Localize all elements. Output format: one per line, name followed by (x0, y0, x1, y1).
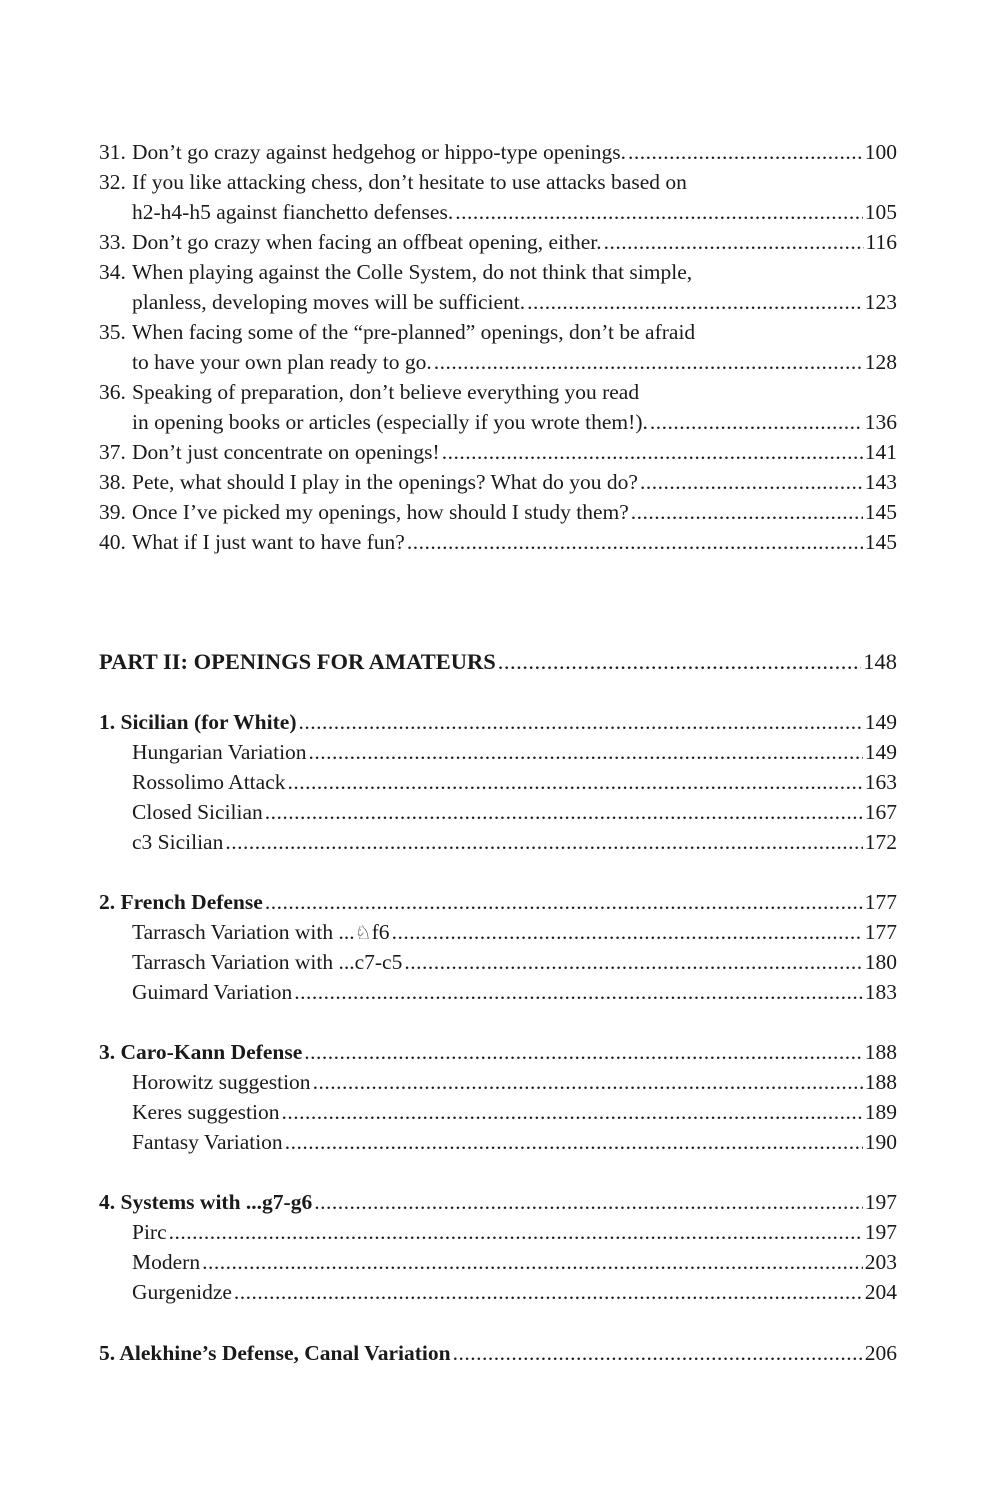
toc-entry-36-continued (132, 407, 897, 437)
page-number: 190 (864, 1130, 897, 1154)
entry-title: What if I just want to have fun? (132, 530, 405, 554)
dot-leader (202, 1247, 863, 1277)
entry-title-continued: to have your own plan ready to go. (132, 350, 432, 374)
toc-entry-32 (99, 167, 897, 197)
page-number: 180 (864, 950, 897, 974)
entry-number: 31. (99, 140, 126, 164)
dot-leader (288, 767, 863, 797)
section-entry (132, 827, 897, 857)
toc-entry-35-continued (132, 347, 897, 377)
page-number: 189 (864, 1100, 897, 1124)
section-title (132, 917, 390, 948)
section-entry (132, 947, 897, 977)
toc-entry-39 (99, 497, 897, 527)
toc-entry-34-continued (132, 287, 897, 317)
page-number: 123 (864, 290, 897, 314)
dot-leader (527, 287, 863, 317)
entry-title: Don’t go crazy when facing an offbeat opening, either. (132, 230, 602, 254)
section-title: Fantasy Variation (132, 1130, 283, 1154)
entry-title-continued: in opening books or articles (especially if you wrote them!). (132, 410, 648, 434)
page-number: 188 (864, 1040, 897, 1064)
entry-title: Once I’ve picked my openings, how should I study them? (132, 500, 629, 524)
dot-leader (314, 1187, 863, 1217)
dot-leader (442, 437, 863, 467)
entry-number: 40. (99, 530, 126, 554)
toc-entry-37 (99, 437, 897, 467)
toc-entry-31 (99, 137, 897, 167)
entry-number: 32. (99, 170, 126, 194)
section-title: Closed Sicilian (132, 800, 263, 824)
dot-leader (404, 947, 862, 977)
section-title: Gurgenidze (132, 1280, 232, 1304)
entry-number: 33. (99, 230, 126, 254)
dot-leader (434, 347, 863, 377)
dot-leader (631, 497, 863, 527)
dot-leader (234, 1277, 863, 1307)
toc-entry-35 (99, 317, 897, 347)
section-entry (132, 1067, 897, 1097)
page-number: 136 (864, 410, 897, 434)
toc-entry-33 (99, 227, 897, 257)
toc-entry-36 (99, 377, 897, 407)
dot-leader (265, 887, 863, 917)
page-number: 183 (864, 980, 897, 1004)
section-title: Keres suggestion (132, 1100, 280, 1124)
page-number: 177 (864, 920, 897, 944)
part-heading (99, 647, 897, 677)
page-number: 143 (864, 470, 897, 494)
chapter-title: 2. French Defense (99, 890, 263, 914)
dot-leader (169, 1217, 863, 1247)
part-title: PART II: OPENINGS FOR AMATEURS (99, 649, 496, 674)
section-title: Horowitz suggestion (132, 1070, 311, 1094)
entry-title: Pete, what should I play in the openings? What do you do? (132, 470, 638, 494)
section-entry (132, 737, 897, 767)
page-number: 149 (864, 740, 897, 764)
entry-number: 35. (99, 320, 126, 344)
entry-number: 39. (99, 500, 126, 524)
page-number: 188 (864, 1070, 897, 1094)
entry-title: Don’t just concentrate on openings! (132, 440, 440, 464)
entry-title: If you like attacking chess, don’t hesitate to use attacks based on (132, 170, 687, 194)
page-number: 145 (864, 500, 897, 524)
page-number: 163 (864, 770, 897, 794)
section-title: Hungarian Variation (132, 740, 307, 764)
section-entry (132, 977, 897, 1007)
dot-leader (628, 137, 863, 167)
page-number: 141 (864, 440, 897, 464)
dot-leader (604, 227, 864, 257)
page-number: 204 (864, 1280, 897, 1304)
entry-title: Speaking of preparation, don’t believe everything you read (132, 380, 640, 404)
page-number: 203 (864, 1250, 897, 1274)
entry-title: When facing some of the “pre-planned” openings, don’t be afraid (132, 320, 696, 344)
entry-title-continued: h2-h4-h5 against fianchetto defenses. (132, 200, 454, 224)
page-number: 197 (864, 1220, 897, 1244)
section-title-prefix: Tarrasch Variation with ... (132, 920, 355, 944)
dot-leader (282, 1097, 863, 1127)
entry-title: When playing against the Colle System, do not think that simple, (132, 260, 693, 284)
dot-leader (285, 1127, 863, 1157)
dot-leader (304, 1037, 863, 1067)
section-entry (132, 767, 897, 797)
dot-leader (313, 1067, 863, 1097)
dot-leader (453, 1338, 863, 1368)
dot-leader (392, 917, 863, 947)
chapter-entry-2 (99, 887, 897, 917)
chapter-entry-3 (99, 1037, 897, 1067)
chapter-title: 4. Systems with ...g7-g6 (99, 1190, 313, 1214)
chapter-title: 3. Caro-Kann Defense (99, 1040, 303, 1064)
dot-leader (225, 827, 862, 857)
page-number: 167 (864, 800, 897, 824)
section-title-suffix: f6 (371, 920, 390, 944)
dot-leader (407, 527, 863, 557)
dot-leader (498, 647, 862, 677)
dot-leader (265, 797, 863, 827)
entry-number: 38. (99, 470, 126, 494)
entry-number: 37. (99, 440, 126, 464)
page-number: 206 (864, 1341, 897, 1365)
page-number: 148 (863, 649, 897, 674)
section-entry (132, 1247, 897, 1277)
page-number: 177 (864, 890, 897, 914)
chapter-title: 5. Alekhine’s Defense, Canal Variation (99, 1341, 451, 1365)
section-title: Tarrasch Variation with ...c7-c5 (132, 950, 403, 974)
section-title: Modern (132, 1250, 201, 1274)
entry-number: 34. (99, 260, 126, 284)
toc-entry-38 (99, 467, 897, 497)
chapter-title: 1. Sicilian (for White) (99, 710, 297, 734)
dot-leader (309, 737, 863, 767)
section-entry (132, 1127, 897, 1157)
dot-leader (455, 197, 863, 227)
chapter-entry-5 (99, 1338, 897, 1368)
dot-leader (294, 977, 863, 1007)
toc-entry-34 (99, 257, 897, 287)
page-number: 172 (864, 830, 897, 854)
toc-entry-40 (99, 527, 897, 557)
section-entry (132, 1217, 897, 1247)
section-entry (132, 917, 897, 947)
toc-entry-32-continued (132, 197, 897, 227)
page-number: 116 (865, 230, 897, 254)
entry-title: Don’t go crazy against hedgehog or hippo-type openings. (132, 140, 626, 164)
dot-leader (298, 707, 862, 737)
section-title: Guimard Variation (132, 980, 293, 1004)
knight-icon: ♘ (354, 922, 372, 944)
dot-leader (650, 407, 863, 437)
page-number: 145 (864, 530, 897, 554)
page-number: 197 (864, 1190, 897, 1214)
section-title: c3 Sicilian (132, 830, 224, 854)
section-entry (132, 797, 897, 827)
section-entry (132, 1097, 897, 1127)
section-title: Rossolimo Attack (132, 770, 286, 794)
dot-leader (640, 467, 863, 497)
entry-title-continued: planless, developing moves will be sufficient. (132, 290, 526, 314)
chapter-entry-4 (99, 1187, 897, 1217)
page-number: 128 (864, 350, 897, 374)
section-entry (132, 1277, 897, 1307)
page-number: 105 (864, 200, 897, 224)
entry-number: 36. (99, 380, 126, 404)
page-number: 100 (864, 140, 897, 164)
section-title: Pirc (132, 1220, 167, 1244)
page-number: 149 (864, 710, 897, 734)
chapter-entry-1 (99, 707, 897, 737)
